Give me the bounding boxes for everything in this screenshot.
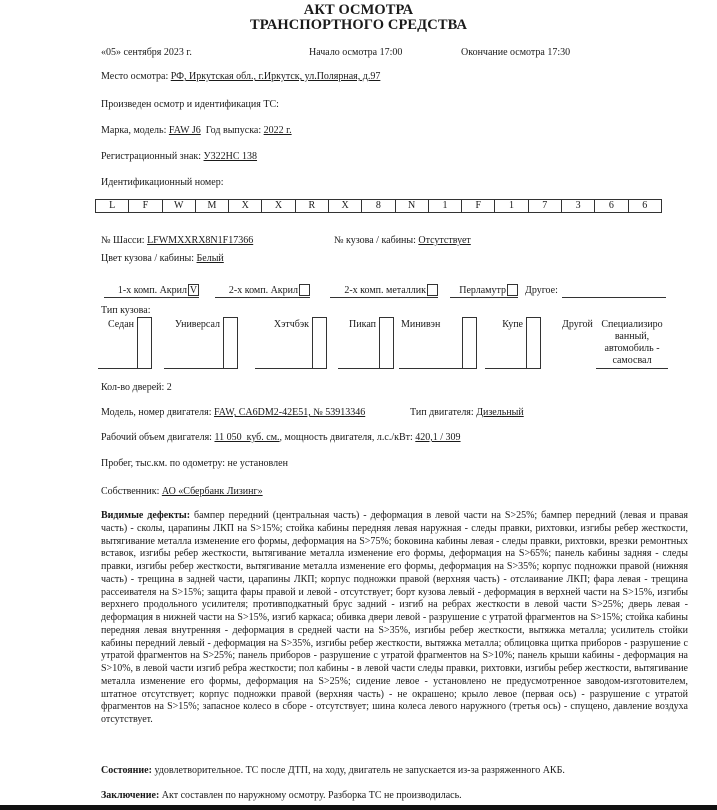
vin-char: N xyxy=(395,200,428,213)
vin-char: 6 xyxy=(628,200,662,213)
engine-model-value: FAW, CA6DM2-42E51, № 53913346 xyxy=(213,407,366,418)
vin-char: F xyxy=(462,200,495,213)
document-title-line1: АКТ ОСМОТРА xyxy=(303,2,414,18)
engine-power-label: , мощность двигателя, л.с./кВт: xyxy=(279,432,413,443)
registration-row xyxy=(101,151,257,162)
body-type-option-label: Хэтчбэк xyxy=(273,319,309,330)
owner-value: АО «Сбербанк Лизинг» xyxy=(161,486,263,497)
body-type-hatchback[interactable] xyxy=(255,317,327,369)
body-type-option-label: Седан xyxy=(108,319,134,330)
body-type-minivan[interactable] xyxy=(399,317,477,369)
body-type-option-label: Универсал xyxy=(174,319,220,330)
vin-char: X xyxy=(262,200,295,213)
paint-checkbox[interactable]: V xyxy=(189,285,198,296)
paint-other-label: Другое: xyxy=(525,285,558,296)
body-number-row xyxy=(334,235,471,246)
body-number-label: № кузова / кабины: xyxy=(334,235,416,246)
mileage-row xyxy=(101,458,288,469)
page-bottom-border xyxy=(0,805,717,810)
body-type-wagon[interactable] xyxy=(164,317,238,369)
year-label: Год выпуска: xyxy=(205,125,262,136)
mileage-value: не установлен xyxy=(227,458,288,469)
body-type-checkbox[interactable] xyxy=(137,317,152,368)
vin-char: R xyxy=(295,200,328,213)
vin-char: 1 xyxy=(428,200,461,213)
vin-char: 3 xyxy=(561,200,594,213)
vin-char: 7 xyxy=(528,200,561,213)
body-type-sedan[interactable] xyxy=(98,317,152,369)
engine-power-value: 420,1 / 309 xyxy=(415,432,461,443)
defects-label: Видимые дефекты: xyxy=(101,510,191,521)
chassis-label: № Шасси: xyxy=(101,235,145,246)
vin-table xyxy=(95,199,662,213)
condition-text: удовлетворительное. ТС после ДТП, на ходу, двигатель не запускается из-за разряженного АКБ. xyxy=(154,765,565,776)
inspection-note: Произведен осмотр и идентификация ТС: xyxy=(101,99,279,110)
body-type-checkbox[interactable] xyxy=(312,317,327,368)
body-number-value: Отсутствует xyxy=(418,235,471,246)
doors-value: 2 xyxy=(166,382,172,393)
paint-option-label: Перламутр xyxy=(459,285,506,296)
inspection-date: «05» сентября 2023 г. xyxy=(101,47,192,58)
vin-label: Идентификационный номер: xyxy=(101,177,224,188)
paint-option-pearl[interactable] xyxy=(450,284,518,298)
document-title-line2: ТРАНСПОРТНОГО СРЕДСТВА xyxy=(249,17,468,33)
engine-type-label: Тип двигателя: xyxy=(410,407,474,418)
engine-model-row xyxy=(101,407,365,418)
body-type-checkbox[interactable] xyxy=(223,317,238,368)
color-label: Цвет кузова / кабины: xyxy=(101,253,195,264)
paint-checkbox[interactable] xyxy=(299,284,310,296)
engine-model-label: Модель, номер двигателя: xyxy=(101,407,212,418)
engine-type-value: Дизельный xyxy=(476,407,524,418)
conclusion-label: Заключение: xyxy=(101,790,160,801)
place-label: Место осмотра: xyxy=(101,71,169,82)
vin-char: 6 xyxy=(595,200,628,213)
vin-char: M xyxy=(195,200,228,213)
reg-value: У322НС 138 xyxy=(203,151,258,162)
doors-row xyxy=(101,382,172,393)
body-type-checkbox[interactable] xyxy=(462,317,477,368)
brand-label: Марка, модель: xyxy=(101,125,167,136)
paint-option-label: 2-х комп. Акрил xyxy=(228,285,298,296)
paint-checkbox[interactable] xyxy=(507,284,518,296)
mileage-label: Пробег, тыс.км. по одометру: xyxy=(101,458,226,469)
visible-defects xyxy=(101,510,688,727)
body-type-other-label: Другой xyxy=(562,319,593,330)
owner-label: Собственник: xyxy=(101,486,160,497)
place-value: РФ, Иркутская обл., г.Иркутск, ул.Полярная, д.97 xyxy=(170,71,381,82)
engine-volume-value: 11 050 куб. см. xyxy=(214,432,280,443)
inspection-start-time: Начало осмотра 17:00 xyxy=(309,47,403,58)
doors-label: Кол-во дверей: xyxy=(101,382,165,393)
color-value: Белый xyxy=(196,253,224,264)
paint-option-metallic[interactable] xyxy=(330,284,438,298)
vin-char: 1 xyxy=(495,200,528,213)
vin-char: 8 xyxy=(362,200,395,213)
color-row xyxy=(101,253,224,264)
body-type-pickup[interactable] xyxy=(338,317,394,369)
inspection-place xyxy=(101,71,380,82)
engine-volume-row xyxy=(101,432,461,443)
paint-option-acryl-1[interactable] xyxy=(104,284,199,298)
chassis-row xyxy=(101,235,253,246)
body-type-checkbox[interactable] xyxy=(526,317,541,368)
paint-option-acryl-2[interactable] xyxy=(215,284,310,298)
defects-text: бампер передний (центральная часть) - деформация в левой части на S>25%; бампер передний (левая и правая часть) - сколы, царапины ЛКП на S>15%; стойка кабины передняя левая наружная - следы правки, рихтовки, изгибы ребер жесткости, вытягивание металла изменение его формы, деформация на S>75%; боковина кабины левая - следы правки, рихтовки, врезки ремонтных вставок, изгибы ребер жесткости, вытягивание металла изменение его формы, деформация на S>65%; панель кабины задняя - следы правки, изгибы ребер жесткости, вытягивание металла изменение его формы, деформация на S>35%; корпус подножки правой (нижняя часть) - трещина в задней части, царапины ЛКП; корпус подножки правой (верхняя часть) - отслаивание ЛКП; фара левая - трещина рассеивателя на S>15%; защита фары правой и левой - отсутствует; борт кузова левый - деформация в верхней части на S>15%, изгибы верхнего продольного усилителя; противподкатный брус задний - изгиб на ребрах жесткости в левой части S>25%; дверь левая - деформация в нижней части на S>15%, изгиб каркаса; обивка двери левой - разрушение с утратой фрагментов на S>15%; стойка кабины передняя левая внутренняя - деформация в средней части на S>35%, изгибы ребер жесткости, вытяжка металла; усилитель стойки кабины передний левый - деформация на S>35%, изгибы ребер жесткости, вытяжка металла; облицовка щитка приборов - разрушение с утратой фрагментов на S>25%; панель приборов - разрушение с утратой фрагментов на S>10%; панель крыши кабины - деформация на S>10%, в левой части изгиб ребра жесткости; пол кабины - в левой части следы правки, рихтовки, изгибы ребер жесткости, вытягивание металла изменение его формы, деформация на S>25%; сидение левое - установлено не предусмотренное заводом-изготовителем, штатное отсутствует; корпус подножки правой (верхняя часть) - не окрашено; крыло левое (первая ось) - разрушение с утратой фрагментов на S>15%; запасное колесо в сборе - отсутствует; шина колеса левого наружного (третья ось) - спущено, давление воздуха отсутствует. xyxy=(101,510,688,725)
year-value: 2022 г. xyxy=(263,125,292,136)
body-type-option-label: Пикап xyxy=(349,319,376,330)
body-type-coupe[interactable] xyxy=(485,317,541,369)
reg-label: Регистрационный знак: xyxy=(101,151,202,162)
vin-row xyxy=(96,200,662,213)
body-type-checkbox[interactable] xyxy=(379,317,394,368)
vin-char: L xyxy=(96,200,129,213)
engine-type-row xyxy=(410,407,524,418)
body-type-option-label: Минивэн xyxy=(401,319,441,330)
engine-volume-label: Рабочий объем двигателя: xyxy=(101,432,212,443)
chassis-value: LFWMXXRX8N1F17366 xyxy=(147,235,254,246)
vin-char: W xyxy=(162,200,195,213)
inspection-end-time: Окончание осмотра 17:30 xyxy=(461,47,571,58)
body-type-other-value: Специализиро ванный, автомобиль - самосвал xyxy=(596,319,668,369)
vin-char: X xyxy=(229,200,262,213)
brand-value: FAW J6 xyxy=(168,125,201,136)
owner-row xyxy=(101,486,263,497)
paint-other-field[interactable] xyxy=(562,297,666,298)
paint-checkbox[interactable] xyxy=(427,284,438,296)
body-type-label: Тип кузова: xyxy=(101,305,151,316)
conclusion-text: Акт составлен по наружному осмотру. Разборка ТС не производилась. xyxy=(161,790,462,801)
paint-option-label: 1-х комп. Акрил xyxy=(117,285,187,296)
condition-row xyxy=(101,765,565,776)
paint-option-label: 2-х комп. металлик xyxy=(344,285,426,296)
vin-char: F xyxy=(129,200,162,213)
body-type-option-label: Купе xyxy=(502,319,523,330)
vehicle-brand-row xyxy=(101,125,292,136)
condition-label: Состояние: xyxy=(101,765,152,776)
vin-char: X xyxy=(328,200,361,213)
conclusion-row xyxy=(101,790,462,801)
